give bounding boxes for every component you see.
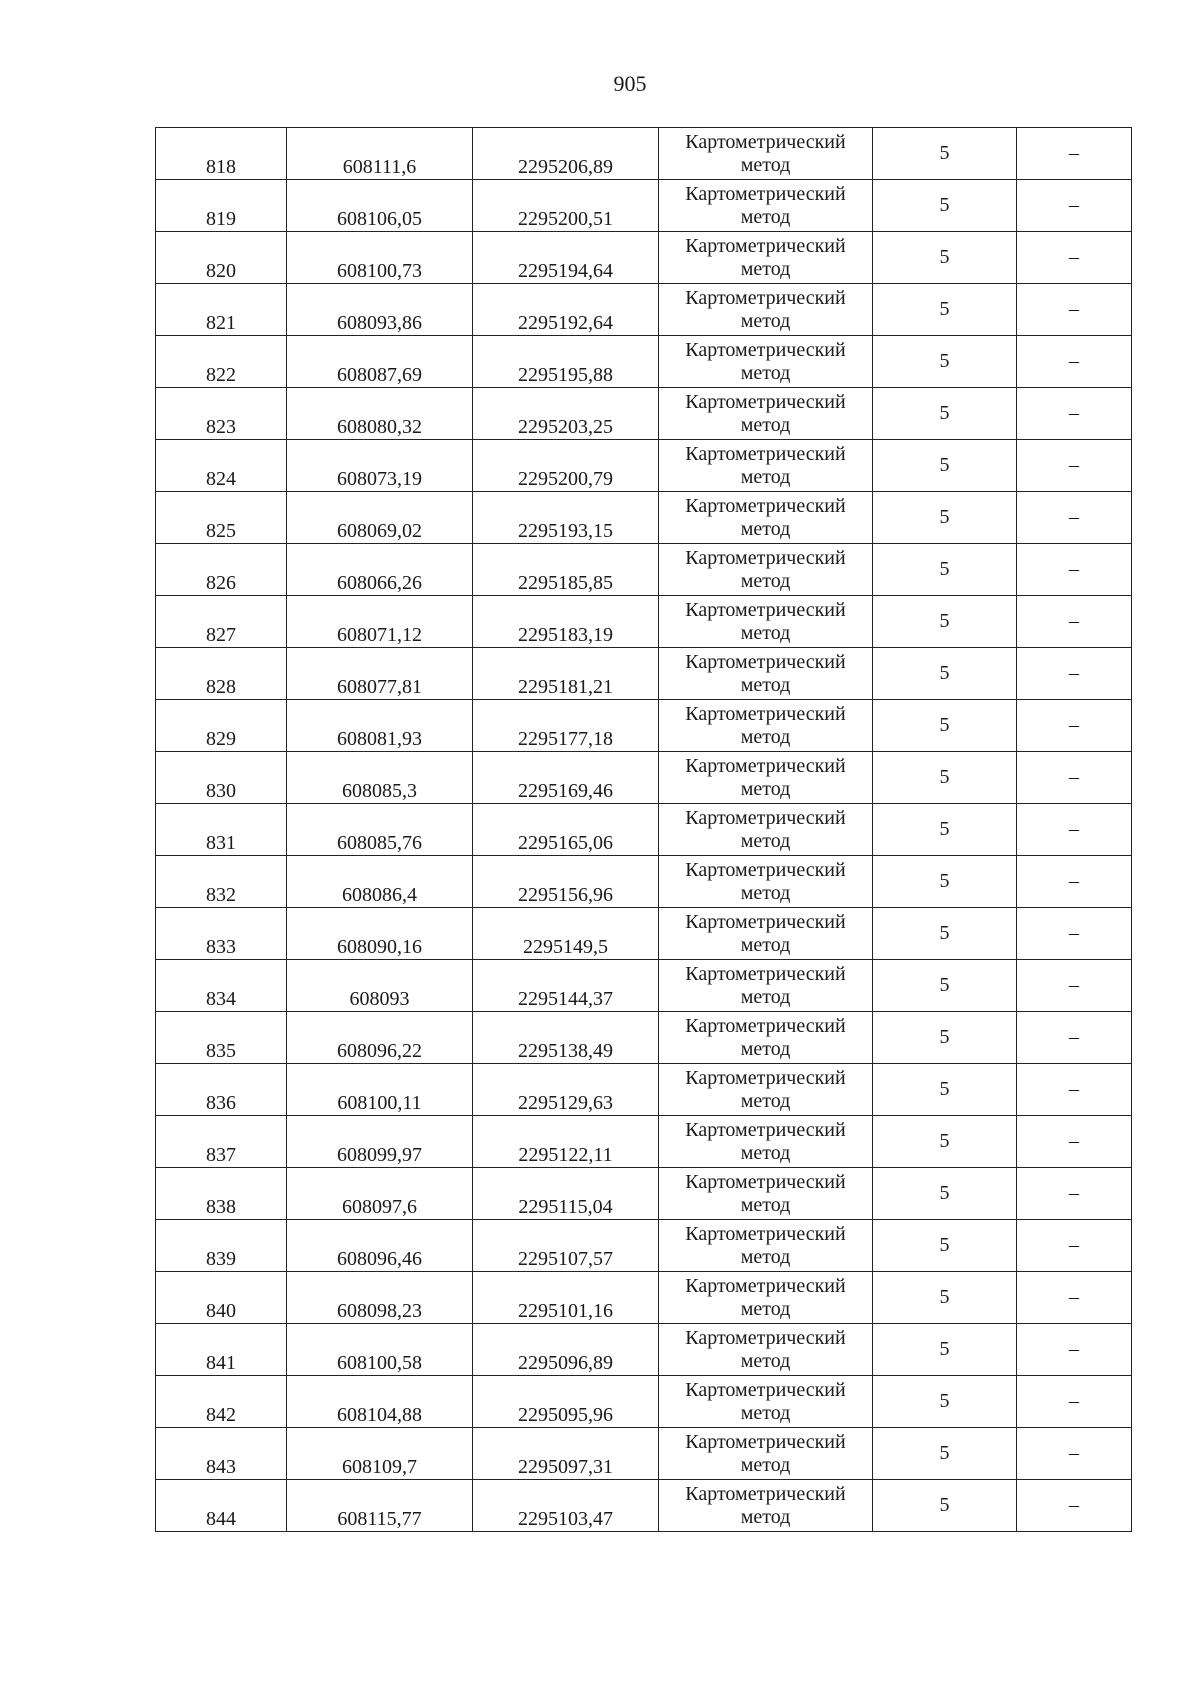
coordinate-y-cell: 2295185,85 xyxy=(473,544,659,596)
table-row xyxy=(156,960,1132,1012)
point-number-cell: 833 xyxy=(156,908,287,960)
accuracy-cell: 5 xyxy=(873,232,1017,284)
method-line-1: Картометрический xyxy=(685,962,846,985)
coordinate-x-cell: 608081,93 xyxy=(287,700,473,752)
table-row xyxy=(156,700,1132,752)
method-line-1: Картометрический xyxy=(685,910,846,933)
table-row xyxy=(156,492,1132,544)
point-number-cell: 822 xyxy=(156,336,287,388)
dash-cell: – xyxy=(1017,1116,1132,1168)
coordinate-y-cell: 2295193,15 xyxy=(473,492,659,544)
coordinate-y-cell: 2295200,79 xyxy=(473,440,659,492)
method-line-2: метод xyxy=(740,413,791,436)
point-number-cell: 827 xyxy=(156,596,287,648)
point-number-cell: 841 xyxy=(156,1324,287,1376)
method-line-1: Картометрический xyxy=(685,1118,846,1141)
accuracy-cell: 5 xyxy=(873,544,1017,596)
method-line-2: метод xyxy=(740,1453,791,1476)
coordinate-x-cell: 608099,97 xyxy=(287,1116,473,1168)
method-cell xyxy=(659,128,873,180)
dash-cell: – xyxy=(1017,1064,1132,1116)
coordinate-y-cell: 2295200,51 xyxy=(473,180,659,232)
coordinate-x-cell: 608077,81 xyxy=(287,648,473,700)
method-line-2: метод xyxy=(740,1297,791,1320)
accuracy-cell: 5 xyxy=(873,1064,1017,1116)
point-number-cell: 832 xyxy=(156,856,287,908)
coordinate-y-cell: 2295206,89 xyxy=(473,128,659,180)
method-line-1: Картометрический xyxy=(685,1014,846,1037)
method-line-2: метод xyxy=(740,829,791,852)
accuracy-cell: 5 xyxy=(873,648,1017,700)
method-line-1: Картометрический xyxy=(685,1274,846,1297)
coordinate-x-cell: 608097,6 xyxy=(287,1168,473,1220)
dash-cell: – xyxy=(1017,648,1132,700)
coordinate-y-cell: 2295107,57 xyxy=(473,1220,659,1272)
coordinate-x-cell: 608069,02 xyxy=(287,492,473,544)
coordinate-x-cell: 608073,19 xyxy=(287,440,473,492)
coordinate-x-cell: 608104,88 xyxy=(287,1376,473,1428)
coordinate-x-cell: 608111,6 xyxy=(287,128,473,180)
method-line-1: Картометрический xyxy=(685,754,846,777)
dash-cell: – xyxy=(1017,232,1132,284)
method-line-2: метод xyxy=(740,1349,791,1372)
method-line-1: Картометрический xyxy=(685,286,846,309)
coordinate-x-cell: 608093,86 xyxy=(287,284,473,336)
dash-cell: – xyxy=(1017,1272,1132,1324)
method-line-2: метод xyxy=(740,725,791,748)
coordinate-y-cell: 2295129,63 xyxy=(473,1064,659,1116)
table-row xyxy=(156,388,1132,440)
table-row xyxy=(156,1428,1132,1480)
coordinate-y-cell: 2295095,96 xyxy=(473,1376,659,1428)
page-number: 905 xyxy=(613,71,647,96)
method-cell xyxy=(659,1272,873,1324)
method-cell xyxy=(659,180,873,232)
method-cell xyxy=(659,700,873,752)
point-number-cell: 838 xyxy=(156,1168,287,1220)
method-cell xyxy=(659,1220,873,1272)
coordinate-y-cell: 2295169,46 xyxy=(473,752,659,804)
table-row xyxy=(156,1116,1132,1168)
coordinate-y-cell: 2295181,21 xyxy=(473,648,659,700)
dash-cell: – xyxy=(1017,1220,1132,1272)
method-line-1: Картометрический xyxy=(685,234,846,257)
dash-cell: – xyxy=(1017,596,1132,648)
method-cell xyxy=(659,232,873,284)
accuracy-cell: 5 xyxy=(873,1116,1017,1168)
method-line-2: метод xyxy=(740,309,791,332)
method-cell xyxy=(659,336,873,388)
coordinate-y-cell: 2295194,64 xyxy=(473,232,659,284)
coordinate-x-cell: 608090,16 xyxy=(287,908,473,960)
dash-cell: – xyxy=(1017,752,1132,804)
table-row xyxy=(156,596,1132,648)
point-number-cell: 843 xyxy=(156,1428,287,1480)
method-cell xyxy=(659,1428,873,1480)
accuracy-cell: 5 xyxy=(873,1220,1017,1272)
coordinate-y-cell: 2295156,96 xyxy=(473,856,659,908)
dash-cell: – xyxy=(1017,960,1132,1012)
coordinate-y-cell: 2295138,49 xyxy=(473,1012,659,1064)
dash-cell: – xyxy=(1017,1480,1132,1532)
table-row xyxy=(156,440,1132,492)
table-row xyxy=(156,128,1132,180)
coordinate-x-cell: 608115,77 xyxy=(287,1480,473,1532)
table-row xyxy=(156,284,1132,336)
method-line-2: метод xyxy=(740,1505,791,1528)
table-row xyxy=(156,1272,1132,1324)
point-number-cell: 835 xyxy=(156,1012,287,1064)
accuracy-cell: 5 xyxy=(873,1012,1017,1064)
dash-cell: – xyxy=(1017,908,1132,960)
method-line-2: метод xyxy=(740,777,791,800)
point-number-cell: 834 xyxy=(156,960,287,1012)
point-number-cell: 842 xyxy=(156,1376,287,1428)
method-line-1: Картометрический xyxy=(685,598,846,621)
coordinate-y-cell: 2295203,25 xyxy=(473,388,659,440)
coordinates-table-body xyxy=(156,128,1132,1532)
accuracy-cell: 5 xyxy=(873,440,1017,492)
coordinate-x-cell: 608096,22 xyxy=(287,1012,473,1064)
coordinate-x-cell: 608085,76 xyxy=(287,804,473,856)
table-row xyxy=(156,856,1132,908)
accuracy-cell: 5 xyxy=(873,596,1017,648)
accuracy-cell: 5 xyxy=(873,1324,1017,1376)
dash-cell: – xyxy=(1017,856,1132,908)
method-line-1: Картометрический xyxy=(685,702,846,725)
method-line-1: Картометрический xyxy=(685,1430,846,1453)
dash-cell: – xyxy=(1017,180,1132,232)
method-cell xyxy=(659,284,873,336)
point-number-cell: 828 xyxy=(156,648,287,700)
point-number-cell: 829 xyxy=(156,700,287,752)
method-cell xyxy=(659,1376,873,1428)
accuracy-cell: 5 xyxy=(873,1480,1017,1532)
method-line-2: метод xyxy=(740,1245,791,1268)
method-line-2: метод xyxy=(740,1141,791,1164)
point-number-cell: 820 xyxy=(156,232,287,284)
dash-cell: – xyxy=(1017,284,1132,336)
accuracy-cell: 5 xyxy=(873,908,1017,960)
accuracy-cell: 5 xyxy=(873,752,1017,804)
coordinate-y-cell: 2295144,37 xyxy=(473,960,659,1012)
table-row xyxy=(156,1012,1132,1064)
method-cell xyxy=(659,960,873,1012)
coordinate-x-cell: 608093 xyxy=(287,960,473,1012)
method-cell xyxy=(659,752,873,804)
accuracy-cell: 5 xyxy=(873,1168,1017,1220)
accuracy-cell: 5 xyxy=(873,128,1017,180)
point-number-cell: 825 xyxy=(156,492,287,544)
method-cell xyxy=(659,908,873,960)
method-cell xyxy=(659,544,873,596)
coordinate-y-cell: 2295195,88 xyxy=(473,336,659,388)
method-line-1: Картометрический xyxy=(685,858,846,881)
method-line-2: метод xyxy=(740,205,791,228)
accuracy-cell: 5 xyxy=(873,960,1017,1012)
coordinate-y-cell: 2295122,11 xyxy=(473,1116,659,1168)
method-line-1: Картометрический xyxy=(685,182,846,205)
method-line-2: метод xyxy=(740,673,791,696)
table-row xyxy=(156,232,1132,284)
method-line-1: Картометрический xyxy=(685,1066,846,1089)
method-line-2: метод xyxy=(740,1089,791,1112)
method-cell xyxy=(659,492,873,544)
point-number-cell: 818 xyxy=(156,128,287,180)
dash-cell: – xyxy=(1017,1168,1132,1220)
method-cell xyxy=(659,1012,873,1064)
table-row xyxy=(156,180,1132,232)
method-cell xyxy=(659,1116,873,1168)
coordinate-y-cell: 2295165,06 xyxy=(473,804,659,856)
method-cell xyxy=(659,596,873,648)
table-row xyxy=(156,544,1132,596)
dash-cell: – xyxy=(1017,1376,1132,1428)
dash-cell: – xyxy=(1017,700,1132,752)
method-line-2: метод xyxy=(740,361,791,384)
coordinate-x-cell: 608086,4 xyxy=(287,856,473,908)
table-row xyxy=(156,1376,1132,1428)
accuracy-cell: 5 xyxy=(873,1272,1017,1324)
dash-cell: – xyxy=(1017,544,1132,596)
coordinate-y-cell: 2295096,89 xyxy=(473,1324,659,1376)
accuracy-cell: 5 xyxy=(873,1376,1017,1428)
coordinate-x-cell: 608106,05 xyxy=(287,180,473,232)
point-number-cell: 824 xyxy=(156,440,287,492)
dash-cell: – xyxy=(1017,128,1132,180)
method-line-1: Картометрический xyxy=(685,806,846,829)
method-line-2: метод xyxy=(740,985,791,1008)
point-number-cell: 844 xyxy=(156,1480,287,1532)
method-line-1: Картометрический xyxy=(685,130,846,153)
method-line-1: Картометрический xyxy=(685,546,846,569)
accuracy-cell: 5 xyxy=(873,180,1017,232)
coordinate-y-cell: 2295177,18 xyxy=(473,700,659,752)
coordinate-x-cell: 608100,73 xyxy=(287,232,473,284)
method-line-1: Картометрический xyxy=(685,1378,846,1401)
method-line-1: Картометрический xyxy=(685,494,846,517)
point-number-cell: 823 xyxy=(156,388,287,440)
dash-cell: – xyxy=(1017,492,1132,544)
point-number-cell: 821 xyxy=(156,284,287,336)
table-row xyxy=(156,1324,1132,1376)
dash-cell: – xyxy=(1017,336,1132,388)
coordinate-x-cell: 608087,69 xyxy=(287,336,473,388)
dash-cell: – xyxy=(1017,1428,1132,1480)
method-line-2: метод xyxy=(740,933,791,956)
method-line-1: Картометрический xyxy=(685,390,846,413)
point-number-cell: 839 xyxy=(156,1220,287,1272)
coordinate-x-cell: 608109,7 xyxy=(287,1428,473,1480)
accuracy-cell: 5 xyxy=(873,1428,1017,1480)
dash-cell: – xyxy=(1017,388,1132,440)
coordinate-x-cell: 608096,46 xyxy=(287,1220,473,1272)
method-line-1: Картометрический xyxy=(685,1326,846,1349)
coordinate-x-cell: 608098,23 xyxy=(287,1272,473,1324)
point-number-cell: 819 xyxy=(156,180,287,232)
method-cell xyxy=(659,1324,873,1376)
table-row xyxy=(156,908,1132,960)
point-number-cell: 836 xyxy=(156,1064,287,1116)
accuracy-cell: 5 xyxy=(873,388,1017,440)
table-row xyxy=(156,752,1132,804)
table-row xyxy=(156,648,1132,700)
method-line-2: метод xyxy=(740,569,791,592)
table-row xyxy=(156,804,1132,856)
method-line-2: метод xyxy=(740,881,791,904)
accuracy-cell: 5 xyxy=(873,700,1017,752)
coordinate-x-cell: 608071,12 xyxy=(287,596,473,648)
method-cell xyxy=(659,440,873,492)
coordinate-x-cell: 608085,3 xyxy=(287,752,473,804)
method-line-1: Картометрический xyxy=(685,1222,846,1245)
coordinate-y-cell: 2295101,16 xyxy=(473,1272,659,1324)
method-line-2: метод xyxy=(740,465,791,488)
accuracy-cell: 5 xyxy=(873,284,1017,336)
coordinate-y-cell: 2295115,04 xyxy=(473,1168,659,1220)
dash-cell: – xyxy=(1017,804,1132,856)
method-line-2: метод xyxy=(740,1401,791,1424)
coordinate-x-cell: 608080,32 xyxy=(287,388,473,440)
method-cell xyxy=(659,388,873,440)
coordinate-y-cell: 2295149,5 xyxy=(473,908,659,960)
table-row xyxy=(156,1220,1132,1272)
method-cell xyxy=(659,1064,873,1116)
method-cell xyxy=(659,1480,873,1532)
method-line-1: Картометрический xyxy=(685,338,846,361)
method-line-1: Картометрический xyxy=(685,442,846,465)
coordinate-x-cell: 608100,11 xyxy=(287,1064,473,1116)
point-number-cell: 840 xyxy=(156,1272,287,1324)
coordinates-table xyxy=(155,127,1132,1532)
dash-cell: – xyxy=(1017,440,1132,492)
coordinate-x-cell: 608066,26 xyxy=(287,544,473,596)
method-cell xyxy=(659,804,873,856)
coordinate-y-cell: 2295103,47 xyxy=(473,1480,659,1532)
coordinate-y-cell: 2295097,31 xyxy=(473,1428,659,1480)
method-line-2: метод xyxy=(740,517,791,540)
accuracy-cell: 5 xyxy=(873,492,1017,544)
method-line-1: Картометрический xyxy=(685,1482,846,1505)
method-line-2: метод xyxy=(740,1037,791,1060)
accuracy-cell: 5 xyxy=(873,804,1017,856)
method-cell xyxy=(659,648,873,700)
accuracy-cell: 5 xyxy=(873,336,1017,388)
dash-cell: – xyxy=(1017,1324,1132,1376)
table-row xyxy=(156,336,1132,388)
method-line-2: метод xyxy=(740,257,791,280)
coordinate-y-cell: 2295192,64 xyxy=(473,284,659,336)
table-row xyxy=(156,1168,1132,1220)
coordinate-y-cell: 2295183,19 xyxy=(473,596,659,648)
table-row xyxy=(156,1480,1132,1532)
point-number-cell: 837 xyxy=(156,1116,287,1168)
dash-cell: – xyxy=(1017,1012,1132,1064)
coordinate-x-cell: 608100,58 xyxy=(287,1324,473,1376)
point-number-cell: 830 xyxy=(156,752,287,804)
table-row xyxy=(156,1064,1132,1116)
accuracy-cell: 5 xyxy=(873,856,1017,908)
method-line-2: метод xyxy=(740,621,791,644)
method-line-2: метод xyxy=(740,1193,791,1216)
method-line-1: Картометрический xyxy=(685,650,846,673)
method-line-2: метод xyxy=(740,153,791,176)
method-cell xyxy=(659,856,873,908)
point-number-cell: 826 xyxy=(156,544,287,596)
method-cell xyxy=(659,1168,873,1220)
method-line-1: Картометрический xyxy=(685,1170,846,1193)
point-number-cell: 831 xyxy=(156,804,287,856)
